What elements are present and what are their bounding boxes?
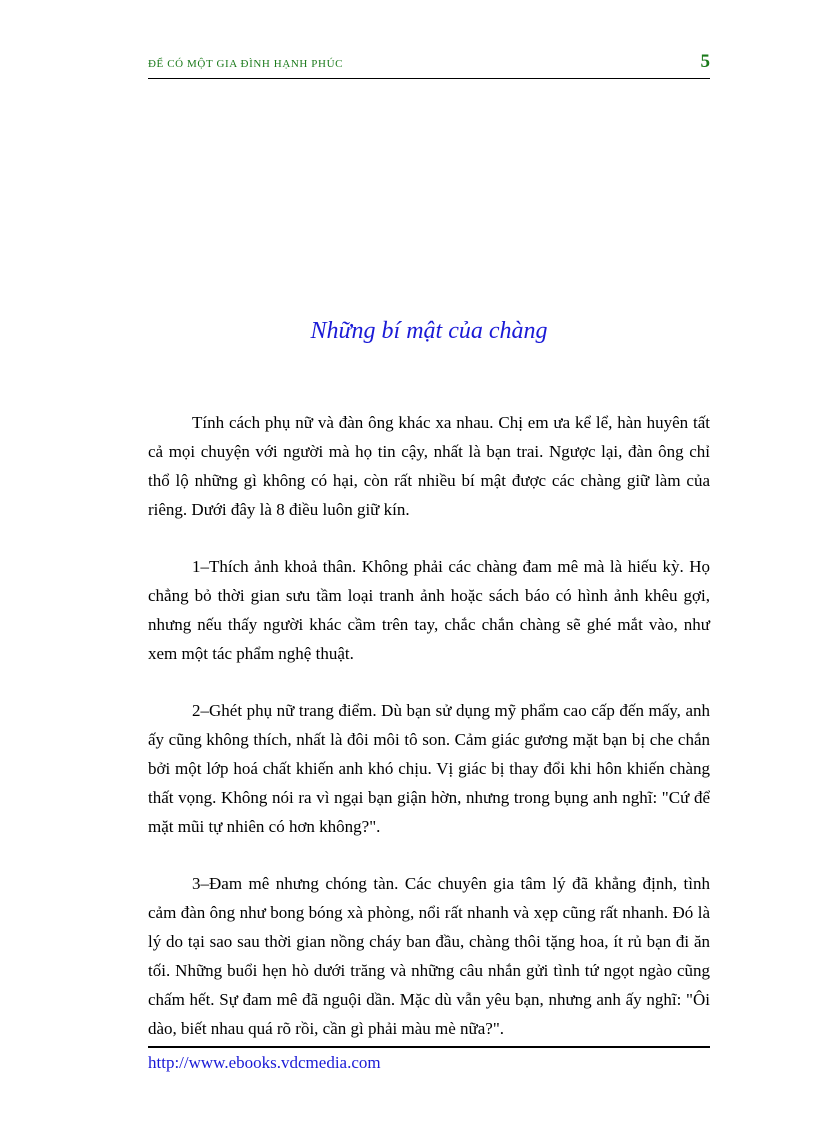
paragraph-item-2: 2–Ghét phụ nữ trang điểm. Dù bạn sử dụng mỹ phẩm cao cấp đến mấy, anh ấy cũng không thích, nhất là đôi môi tô son. Cảm giác gương mặt bạn bị che chắn bởi một lớp hoá chất khiến anh khó chịu. Vị giác bị thay đổi khi hôn khiến chàng thất vọng. Không nói ra vì ngại bạn giận hờn, nhưng trong bụng anh nghĩ: "Cứ để mặt mũi tự nhiên có hơn không?". <box>148 701 710 836</box>
paragraph-item-1: 1–Thích ảnh khoả thân. Không phải các chàng đam mê mà là hiếu kỳ. Họ chẳng bỏ thời gian sưu tầm loại tranh ảnh hoặc sách báo có hình ảnh khêu gợi, nhưng nếu thấy người khác cầm trên tay, chắc chắn chàng sẽ ghé mắt vào, như xem một tác phẩm nghệ thuật. <box>148 557 710 663</box>
page-number: 5 <box>700 51 710 72</box>
page-footer <box>148 1046 710 1073</box>
book-title: ĐỂ CÓ MỘT GIA ĐÌNH HẠNH PHÚC <box>148 58 344 70</box>
chapter-title: Những bí mật của chàng <box>310 318 548 344</box>
website-link[interactable]: http://www.ebooks.vdcmedia.com <box>148 1053 381 1072</box>
paragraph-item-3: 3–Đam mê nhưng chóng tàn. Các chuyên gia tâm lý đã khẳng định, tình cảm đàn ông như bong bóng xà phòng, nổi rất nhanh và xẹp cũng rất nhanh. Đó là lý do tại sao sau thời gian nồng cháy ban đầu, chàng thôi tặng hoa, ít rủ bạn đi ăn tối. Những buổi hẹn hò dưới trăng và những câu nhắn gửi tình tứ ngọt ngào cũng chấm hết. Sự đam mê đã nguội dần. Mặc dù vẫn yêu bạn, nhưng anh ấy nghĩ: "Ôi dào, biết nhau quá rõ rồi, cần gì phải màu mè nữa?". <box>148 874 710 1038</box>
paragraph-intro: Tính cách phụ nữ và đàn ông khác xa nhau. Chị em ưa kể lể, hàn huyên tất cả mọi chuyện với người mà họ tin cậy, nhất là bạn trai. Ngược lại, đàn ông chỉ thổ lộ những gì không có hại, còn rất nhiều bí mật được các chàng giữ làm của riêng. Dưới đây là 8 điều luôn giữ kín. <box>148 413 710 519</box>
running-header <box>148 52 710 79</box>
body-text <box>148 408 710 1071</box>
